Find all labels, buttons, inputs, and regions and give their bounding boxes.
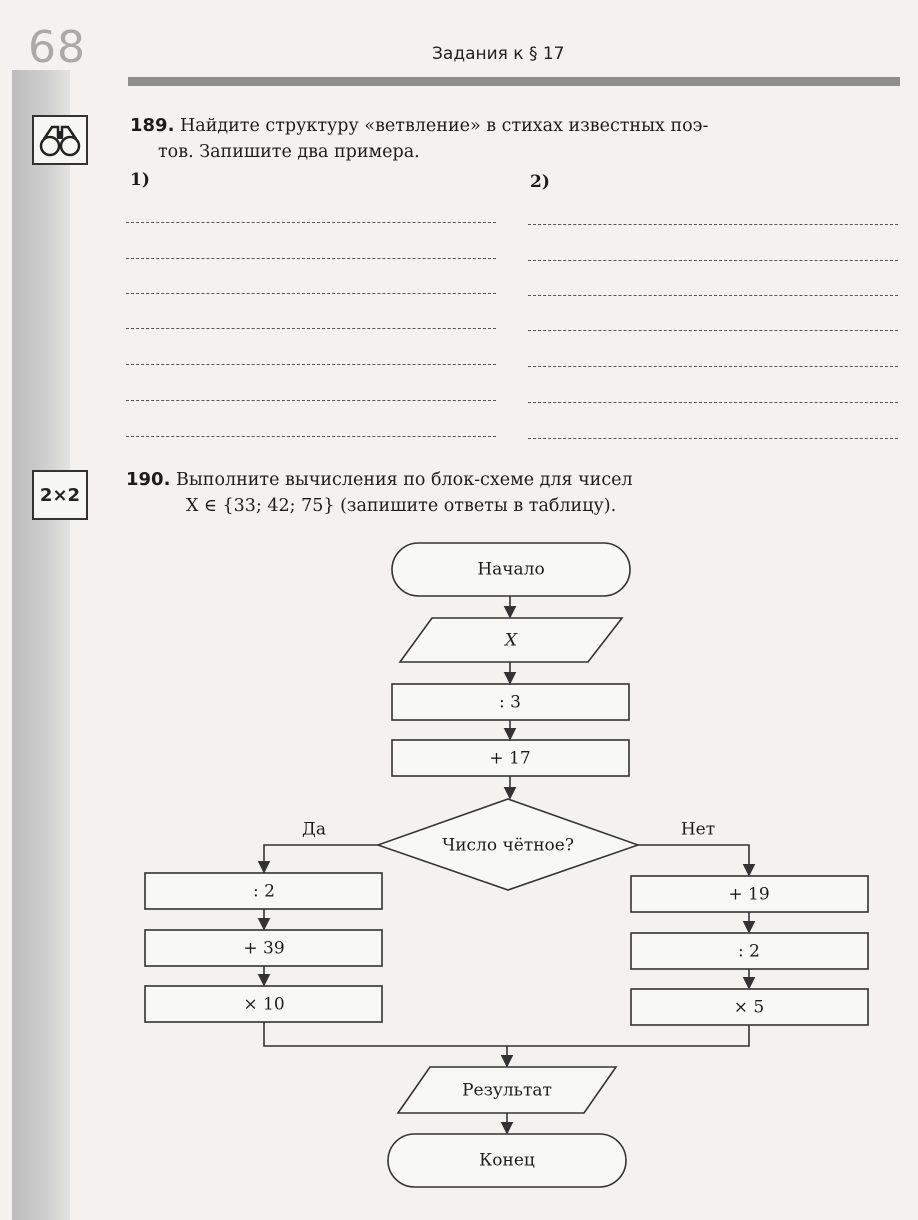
flow-yes-step1-label: : 2 — [253, 881, 275, 902]
flow-yes-label: Да — [302, 819, 326, 840]
flow-no-step2-label: : 2 — [738, 941, 760, 962]
flow-yes-step3-label: × 10 — [243, 994, 285, 1015]
flow-no-step3-label: × 5 — [733, 997, 765, 1018]
task-text-line2: тов. Запишите два примера. — [158, 142, 420, 162]
task-number: 190. — [126, 469, 171, 490]
2x2-icon-glyph: 2×2 — [39, 484, 81, 506]
flow-step2-label: + 17 — [489, 748, 531, 769]
task-text-line1: Выполните вычисления по блок-схеме для чисел — [176, 470, 633, 490]
flow-end-label: Конец — [479, 1150, 535, 1171]
flow-start-label: Начало — [477, 559, 545, 580]
task-text-line1: Найдите структуру «ветвление» в стихах известных поэ- — [180, 116, 709, 136]
task-number: 189. — [130, 115, 175, 136]
flow-condition-label: Число чётное? — [442, 835, 574, 856]
answer-column-2-label: 2) — [530, 172, 550, 192]
flow-yes-step2-label: + 39 — [243, 938, 285, 959]
flow-no-label: Нет — [680, 819, 716, 840]
flow-step1-label: : 3 — [499, 692, 521, 713]
flow-output-label: Результат — [462, 1080, 552, 1101]
answer-column-1-label: 1) — [130, 170, 150, 190]
flow-no-step1-label: + 19 — [728, 884, 770, 905]
section-title: Задания к § 17 — [432, 44, 565, 64]
task-text-line2: X ∈ {33; 42; 75} (запишите ответы в таблицу). — [186, 496, 617, 516]
page-number: 68 — [28, 22, 86, 73]
flow-input-label: X — [504, 630, 518, 651]
